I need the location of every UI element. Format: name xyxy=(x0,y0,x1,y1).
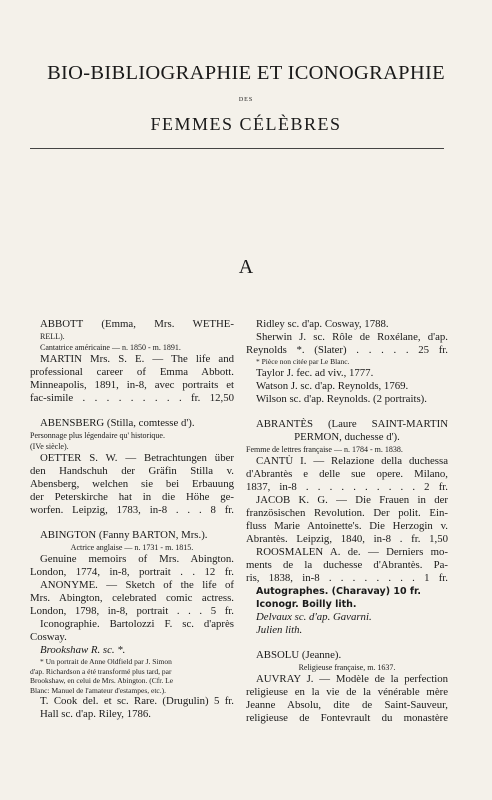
entry-line: worfen. Leipzig, 1783, in-8 . . . 8 fr. xyxy=(30,504,234,516)
entry-line: * Pièce non citée par Le Blanc. xyxy=(256,357,350,366)
entry-line: Abensberg, welchen sie bei Erbauung xyxy=(30,478,234,490)
entry-line: CANTÙ I. — Relazione della duchessa xyxy=(256,454,448,467)
entry-line: RELL). xyxy=(40,332,65,341)
entry-line: Religieuse française, m. 1637. xyxy=(298,662,396,672)
entry-line: religieuse en la vie de la vénérable mère xyxy=(246,685,448,698)
entry-line: Abrantès. Leipzig, 1840, in-8 . fr. 1,50 xyxy=(246,532,448,545)
entry-line: Iconographie. Bartolozzi F. sc. d'après xyxy=(40,618,234,630)
entry-line xyxy=(30,517,234,529)
entry-line: * Un portrait de Anne Oldfield par J. Simon xyxy=(40,657,172,666)
page-subtitle: FEMMES CÉLÈBRES xyxy=(150,114,342,134)
entry-line: Blanc: Manuel de l'amateur d'estampes, etc.). xyxy=(30,685,166,695)
entry-line: den Handschuh der Gräfin Stilla v. xyxy=(30,465,234,477)
left-column xyxy=(30,318,234,721)
entry-line: Jeanne Absolu, dite de Saint-Sauveur, xyxy=(246,698,448,711)
entry-line: Taylor J. fec. ad viv., 1777. xyxy=(256,366,374,379)
entry-line: ABBOTT (Emma, Mrs. WETHE- xyxy=(40,318,234,330)
entry-line: Autographes. (Charavay) 10 fr. xyxy=(256,585,421,597)
entry-line: Wilson sc. d'ap. Reynolds. (2 portraits). xyxy=(256,392,427,405)
title-connector: DES xyxy=(238,97,254,103)
entry-line: ROOSMALEN A. de. — Derniers mo- xyxy=(256,545,448,558)
entry-line: Actrice anglaise — n. 1731 - m. 1815. xyxy=(70,543,194,552)
entry-line: Mrs. Abington, celebrated comic actress. xyxy=(30,592,234,604)
entry-line: (IVe siècle). xyxy=(30,442,69,451)
entry-line: fluss Marie Antoinette's. Die Herzogin v. xyxy=(246,519,448,532)
entry-line xyxy=(246,637,448,649)
entry-line: Julien lith. xyxy=(256,623,303,636)
page-title: BIO-BIBLIOGRAPHIE ET ICONOGRAPHIE xyxy=(47,62,445,84)
entry-line: Genuine memoirs of Mrs. Abington. xyxy=(40,553,234,565)
entry-line: T. Cook del. et sc. Rare. (Drugulin) 5 fr. xyxy=(40,695,234,707)
entry-line: französischen Revolution. Der polit. Ein- xyxy=(246,506,448,519)
entry-line: ABSOLU (Jeanne). xyxy=(256,648,342,661)
entry-line: MARTIN Mrs. S. E. — The life and xyxy=(40,353,234,365)
entry-line: Brookshaw R. sc. *. xyxy=(40,644,126,656)
entry-line: Hall sc. d'ap. Riley, 1786. xyxy=(40,708,151,720)
entry-line: AUVRAY J. — Modèle de la perfection xyxy=(256,672,448,685)
entry-line xyxy=(30,405,234,417)
entry-line: JACOB K. G. — Die Frauen in der xyxy=(256,493,448,506)
entry-line: Cantatrice américaine — n. 1850 - m. 1891. xyxy=(40,343,181,352)
entry-line: PERMON, duchesse d'). xyxy=(294,430,400,443)
entry-line: d'Abrantès e delle sue opere. Milano, xyxy=(246,467,448,480)
entry-line: London, 1798, in-8, portrait . . . 5 fr. xyxy=(30,605,234,617)
entry-line: Watson J. sc. d'ap. Reynolds, 1769. xyxy=(256,379,409,392)
entry-line: d'ap. Richardson a été transformé plus tard, par xyxy=(30,666,172,676)
entry-line: Cosway. xyxy=(30,631,67,643)
entry-line: fac-simile . . . . . . . . . fr. 12,50 xyxy=(30,392,234,404)
entry-line: der Peterskirche hat in die Höhe ge- xyxy=(30,491,234,503)
entry-line: Ridley sc. d'ap. Cosway, 1788. xyxy=(256,318,389,330)
entry-line: ABENSBERG (Stilla, comtesse d'). xyxy=(40,417,195,429)
entry-line: Femme de lettres française — n. 1784 - m. 1838. xyxy=(246,444,403,454)
entry-line: ANONYME. — Sketch of the life of xyxy=(40,579,234,591)
header-rule xyxy=(30,148,444,149)
right-column xyxy=(246,318,448,725)
entry-line: religieuse de Fontevrault du monastère xyxy=(246,711,448,724)
entry-line: OETTER S. W. — Betrachtungen über xyxy=(40,452,234,464)
entry-line: Sherwin J. sc. Rôle de Roxélane, d'ap. xyxy=(256,331,448,343)
entry-line: ABINGTON (Fanny BARTON, Mrs.). xyxy=(40,529,208,541)
entry-line: Minneapolis, 1891, in-8, avec portraits et xyxy=(30,379,234,391)
entry-line: Delvaux sc. d'ap. Gavarni. xyxy=(256,610,372,623)
entry-line: ris, 1838, in-8 . . . . . . . . 1 fr. xyxy=(246,571,448,584)
entry-line: London, 1774, in-8, portrait . . 12 fr. xyxy=(30,566,234,578)
entry-line: Personnage plus légendaire qu' historique. xyxy=(30,431,165,440)
entry-line: Reynolds *. (Slater) . . . . . 25 fr. xyxy=(246,344,448,356)
entry-line: 1837, in-8 . . . . . . . . . . 2 fr. xyxy=(246,480,448,493)
entry-line: Iconogr. Boilly lith. xyxy=(256,598,357,610)
entry-line: Brookshaw, en celui de Mrs. Abington. (Cfr. Le xyxy=(30,676,174,685)
entry-line: ABRANTÈS (Laure SAINT-MARTIN xyxy=(256,417,448,430)
entry-line: professional career of Emma Abbott. xyxy=(30,366,234,378)
section-letter: A xyxy=(238,256,254,278)
entry-line xyxy=(246,406,448,418)
entry-line: ments de la duchesse d'Abrantès. Pa- xyxy=(246,558,448,571)
